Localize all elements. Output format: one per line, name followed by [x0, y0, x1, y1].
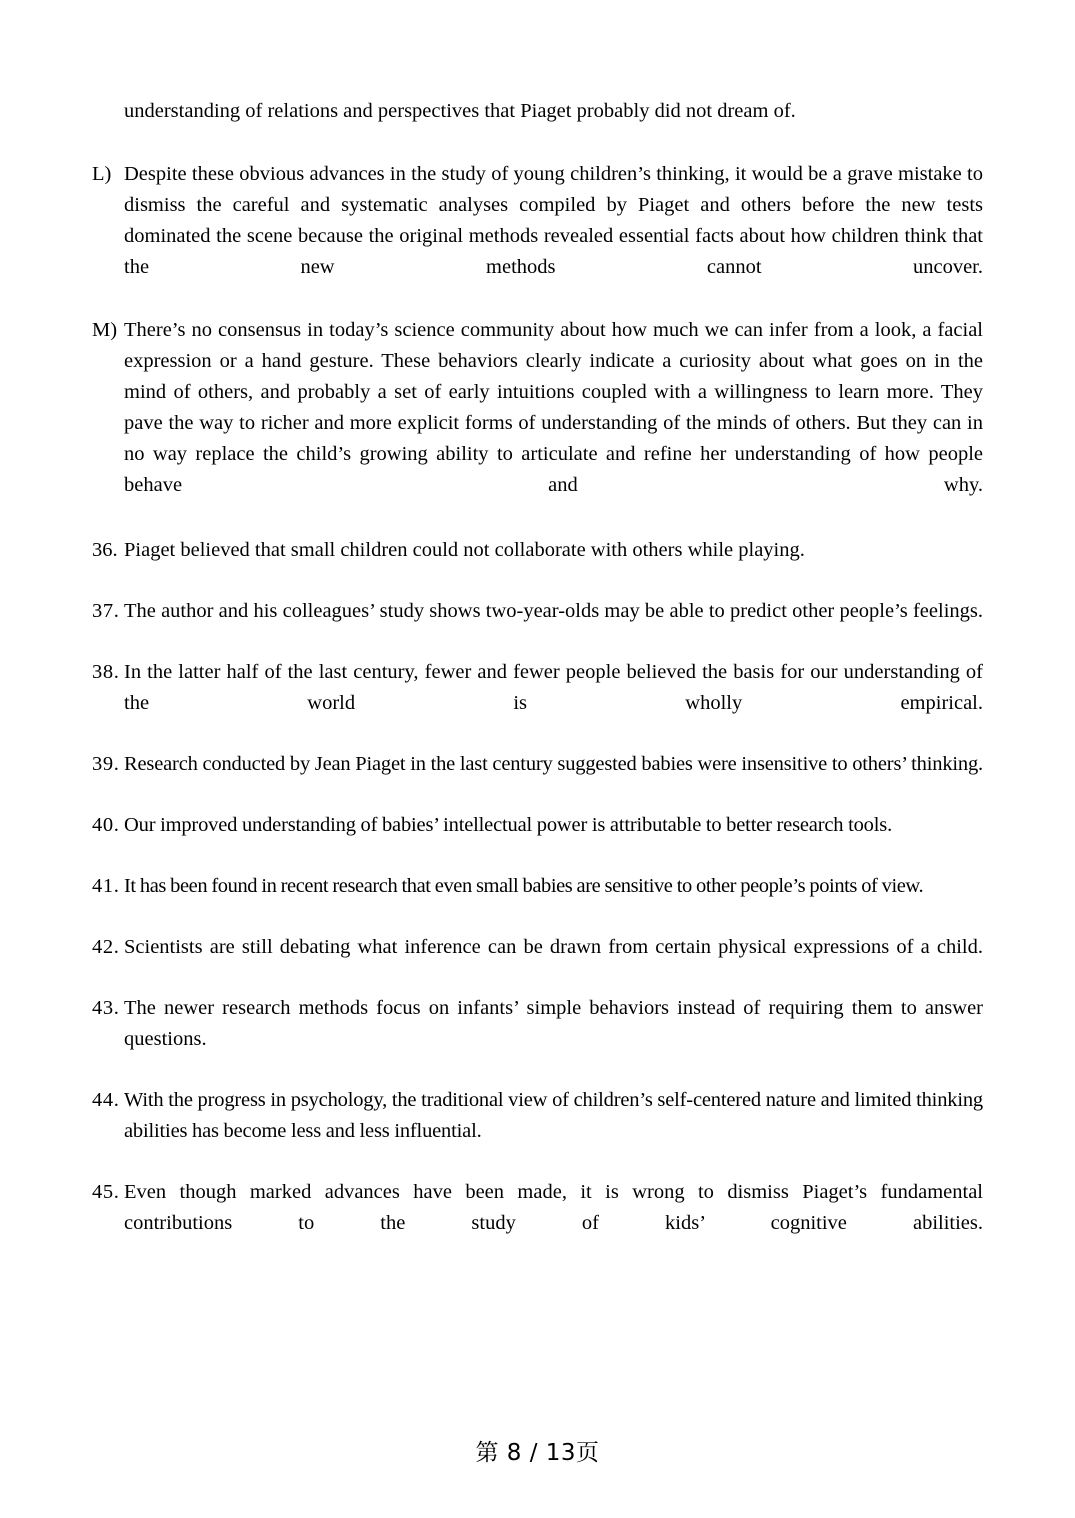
- question-item-42: [92, 932, 983, 963]
- question-item-40-text: Our improved understanding of babies’ intellectual power is attributable to better research tools.: [124, 814, 893, 836]
- question-item-39-number: 39.: [92, 753, 120, 775]
- lettered-paragraph-m: [92, 315, 983, 501]
- question-item-37-text: The author and his colleagues’ study shows two-year-olds may be able to predict other people’s feelings.: [124, 600, 983, 622]
- question-item-43: [92, 993, 983, 1055]
- continuation-paragraph-text: understanding of relations and perspectives that Piaget probably did not dream of.: [124, 100, 796, 122]
- question-item-36-number: 36.: [92, 539, 118, 561]
- question-item-37: [92, 596, 983, 627]
- question-item-43-number: 43.: [92, 997, 120, 1019]
- page-content: [92, 96, 983, 1269]
- lettered-paragraph-l-marker: L): [92, 163, 112, 185]
- page-number-label: 第 8 / 13页: [475, 1440, 600, 1466]
- question-item-44-number: 44.: [92, 1089, 120, 1111]
- question-item-44-text: With the progress in psychology, the traditional view of children’s self-centered nature and limited thinking abilities has become less and less influential.: [124, 1089, 983, 1142]
- question-item-45-text: Even though marked advances have been made, it is wrong to dismiss Piaget’s fundamental contributions to the study of kids’ cognitive abilities.: [124, 1181, 983, 1234]
- continuation-paragraph: [92, 96, 983, 127]
- question-item-38-number: 38.: [92, 661, 120, 683]
- lettered-paragraph-m-marker: M): [92, 319, 118, 341]
- question-item-45-number: 45.: [92, 1181, 120, 1203]
- question-item-42-number: 42.: [92, 936, 120, 958]
- question-item-38-text: In the latter half of the last century, fewer and fewer people believed the basis for our understanding of the world is wholly empirical.: [124, 661, 983, 714]
- question-item-36-text: Piaget believed that small children could not collaborate with others while playing.: [124, 539, 805, 561]
- lettered-paragraph-m-text: There’s no consensus in today’s science community about how much we can infer from a look, a facial expression or a hand gesture. These behaviors clearly indicate a curiosity about what goes on in the mind of others, and probably a set of early intuitions coupled with a willingness to learn more. They pave the way to richer and more explicit forms of understanding of the minds of others. But they can in no way replace the child’s growing ability to articulate and refine her understanding of how people behave and why.: [124, 319, 983, 496]
- question-item-38: [92, 657, 983, 719]
- question-item-36: [92, 535, 983, 566]
- question-item-44: [92, 1085, 983, 1147]
- lettered-paragraph-l: [92, 159, 983, 283]
- question-item-41: [92, 871, 983, 902]
- question-item-43-text: The newer research methods focus on infants’ simple behaviors instead of requiring them to answer questions.: [124, 997, 983, 1050]
- question-item-37-number: 37.: [92, 600, 120, 622]
- question-item-42-text: Scientists are still debating what inference can be drawn from certain physical expressions of a child.: [124, 936, 983, 958]
- page-footer: [0, 1438, 1075, 1468]
- question-item-39: [92, 749, 983, 780]
- lettered-paragraph-l-text: Despite these obvious advances in the study of young children’s thinking, it would be a grave mistake to dismiss the careful and systematic analyses compiled by Piaget and others before the new tests dominated the scene because the original methods revealed essential facts about how children think that the new methods cannot uncover.: [124, 163, 983, 278]
- question-item-41-number: 41.: [92, 875, 120, 897]
- question-item-39-text: Research conducted by Jean Piaget in the last century suggested babies were insensitive to others’ thinking.: [124, 753, 983, 775]
- question-item-41-text: It has been found in recent research that even small babies are sensitive to other people’s points of view.: [124, 875, 924, 897]
- question-item-40: [92, 810, 983, 841]
- question-item-40-number: 40.: [92, 814, 120, 836]
- question-item-45: [92, 1177, 983, 1239]
